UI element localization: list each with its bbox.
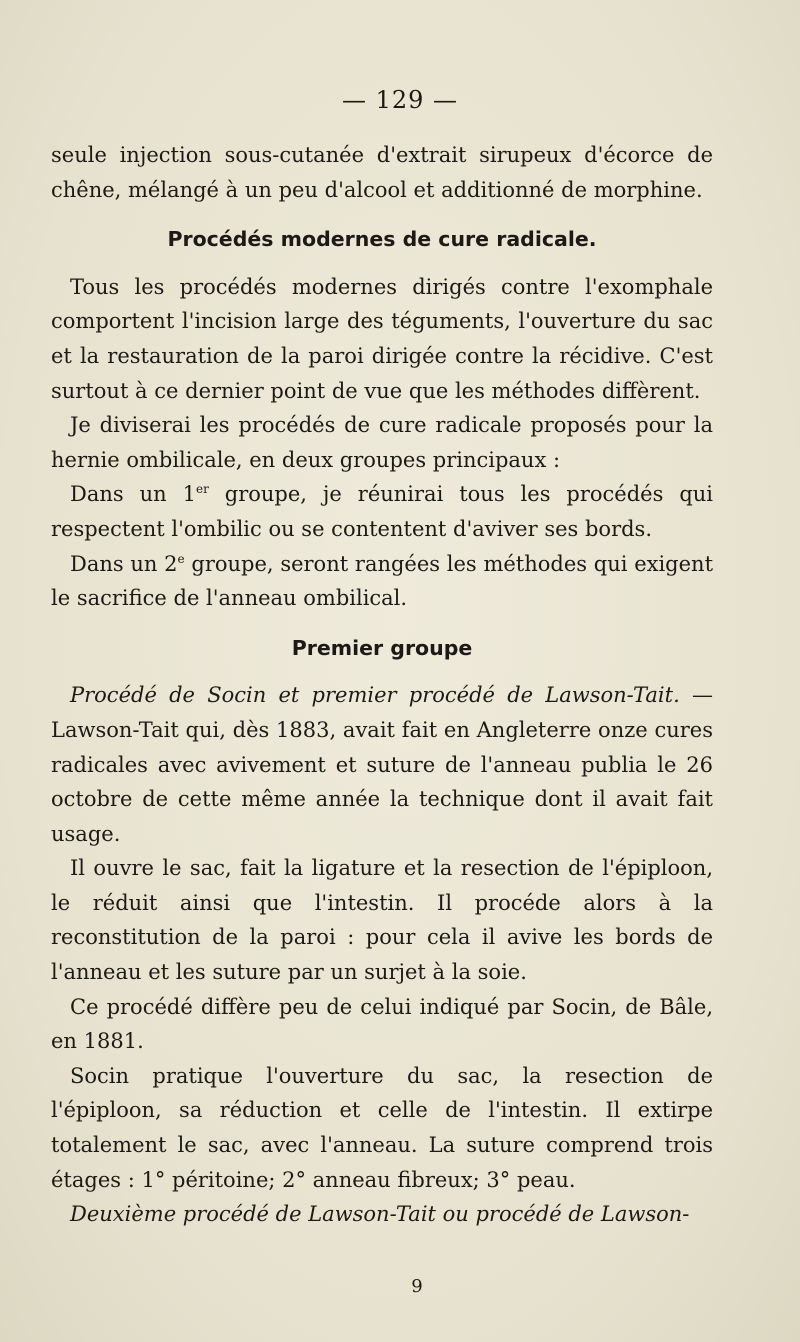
paragraph-text: groupe, je réunirai tous les procédés qui respectent l'ombilic ou se contentent d'aviver ses bords.: [51, 482, 714, 541]
paragraph: Ce procédé diffère peu de celui indiqué par Socin, de Bâle, en 1881.: [51, 994, 713, 1054]
paragraph: Je diviserai les procédés de cure radicale proposés pour la hernie ombilicale, en deux groupes principaux :: [51, 413, 713, 472]
paragraph-text: — Lawson-Tait qui, dès 1883, avait fait en Angleterre onze cures radicales avec avivement et suture de l'anneau publia le 26 octobre de cette même année la technique dont il avait fait usage.: [51, 683, 713, 846]
body-text: [51, 138, 713, 1232]
paragraph: [51, 1197, 713, 1232]
paragraph-text: Dans un 1: [70, 482, 196, 507]
signature-number: 9: [411, 1276, 423, 1297]
signature-mark: [0, 1276, 800, 1297]
paragraph: Il ouvre le sac, fait la ligature et la resection de l'épiploon, le réduit ainsi que l'intestin. Il procéde alors à la reconstitution de la paroi : pour cela il avive les bords de l'anneau et les suture par un surjet à la soie.: [51, 856, 713, 985]
procedure-title: Deuxième procédé de Lawson-Tait ou procédé de Lawson-: [70, 1202, 690, 1227]
section-heading-premier-groupe: Premier groupe: [291, 635, 473, 660]
page-number: — 129 —: [341, 86, 459, 114]
section-heading-procedes: Procédés modernes de cure radicale.: [167, 227, 597, 252]
paragraph: [51, 477, 713, 546]
paragraph: Socin pratique l'ouverture du sac, la resection de l'épiploon, sa réduction et celle de l'intestin. Il extirpe totalement le sac, avec l'anneau. La suture comprend trois étages : 1° péritoine; 2° anneau fibreux; 3° peau.: [51, 1063, 713, 1192]
ordinal-suffix: e: [177, 551, 185, 566]
paragraph-text: Dans un 2: [70, 551, 178, 576]
procedure-title: Procédé de Socin et premier procédé de Lawson-Tait.: [70, 683, 680, 708]
paragraph: [51, 547, 713, 616]
paragraph: Tous les procédés modernes dirigés contre l'exomphale comportent l'incision large des téguments, l'ouverture du sac et la restauration de la paroi dirigée contre la récidive. C'est surtout à ce dernier point de vue que les méthodes diffèrent.: [51, 274, 713, 403]
paragraph: seule injection sous-cutanée d'extrait sirupeux d'écorce de chêne, mélangé à un peu d'alcool et additionné de morphine.: [51, 143, 713, 202]
ordinal-suffix: er: [195, 482, 209, 497]
paragraph: [51, 678, 713, 851]
paragraph-text: groupe, seront rangées les méthodes qui exigent le sacrifice de l'anneau ombilical.: [51, 551, 714, 611]
